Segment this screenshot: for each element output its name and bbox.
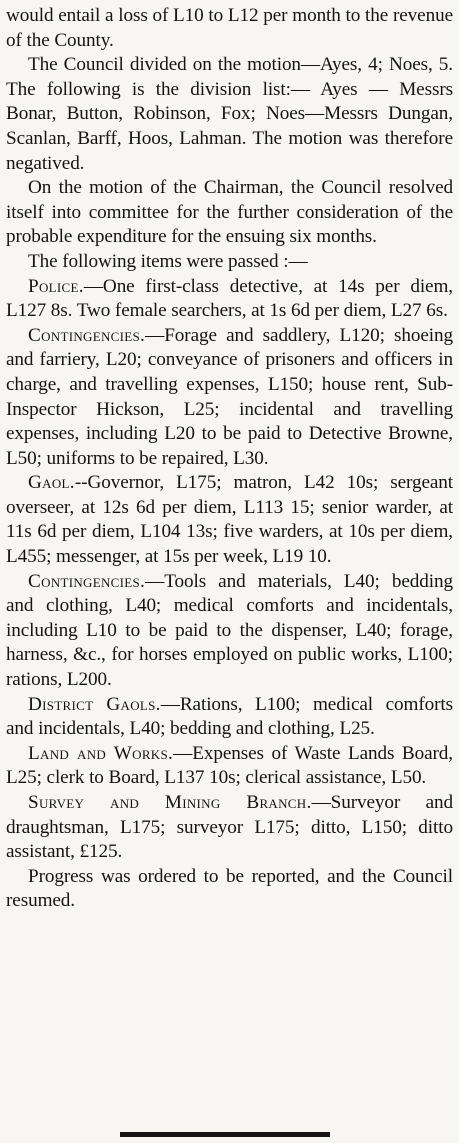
paragraph-text: —Surveyor and draughtsman, L175; surveyor L175; ditto, L150; ditto assistant, £125. [6,792,453,863]
paragraph-text: On the motion of the Chairman, the Council resolved itself into committee for the further consideration of the probable expenditure for the ensuing six months. [6,177,453,248]
section-head: Gaol. [28,472,75,494]
paragraph-police [6,275,453,324]
paragraph-contingencies-gaol [6,570,453,693]
section-head: Contingencies. [28,570,146,592]
paragraph-text: would entail a loss of L10 to L12 per month to the revenue of the County. [6,5,453,51]
paragraph-text: —Tools and materials, L40; bedding and clothing, L40; medical comforts and incidentals, including L10 to be paid to the dispenser, L40; forage, harness, &c., for horses employed on public works, L100; rations, L200. [6,570,453,691]
paragraph-contingencies-police [6,324,453,472]
section-head: Contingencies. [28,324,146,346]
paragraph-committee [6,176,453,250]
paragraph-text: —Forage and saddlery, L120; shoeing and farriery, L20; conveyance of prisoners and officers in charge, and travelling expenses, L150; house rent, Sub-Inspector Hickson, L25; incidental and travelling expenses, including L20 to be paid to Detective Browne, L50; uniforms to be repaired, L30. [6,324,453,469]
paragraph-revenue-loss [6,4,453,53]
paragraph-text: The following items were passed :— [28,250,308,272]
paragraph-items-intro [6,250,453,275]
paragraph-text: —One first-class detective, at 14s per diem, L127 8s. Two female searchers, at 1s 6d per diem, L27 6s. [6,275,453,322]
paragraph-district-gaols [6,693,453,742]
paragraph-text: —Expenses of Waste Lands Board, L25; clerk to Board, L137 10s; clerical assistance, L50. [6,742,453,789]
paragraph-text: Progress was ordered to be reported, and the Council resumed. [6,865,453,912]
paragraph-gaol [6,471,453,569]
section-head: Survey and Mining Branch. [28,792,312,813]
section-head: Police. [28,275,84,297]
paragraph-text: The Council divided on the motion—Ayes, 4; Noes, 5. The following is the division list:— Ayes — Messrs Bonar, Button, Robinson, Fox; Noes—Messrs Dungan, Scanlan, Barff, Hoos, Lahman. The motion was therefore negatived. [6,54,453,174]
paragraph-division [6,53,453,176]
section-head: Land and Works. [28,742,174,764]
section-head: District Gaols. [28,693,161,715]
paragraph-survey-mining [6,791,453,865]
paragraph-land-and-works [6,742,453,791]
paragraph-progress [6,865,453,914]
section-divider-rule [120,1132,330,1137]
paragraph-text: —Rations, L100; medical comforts and incidentals, L40; bedding and clothing, L25. [6,693,453,740]
paragraph-text: --Governor, L175; matron, L42 10s; sergeant overseer, at 12s 6d per diem, L113 15; senior warder, at 11s 6d per diem, L104 13s; five warders, at 10s per diem, L455; messenger, at 15s per week, L19 10. [6,472,453,568]
